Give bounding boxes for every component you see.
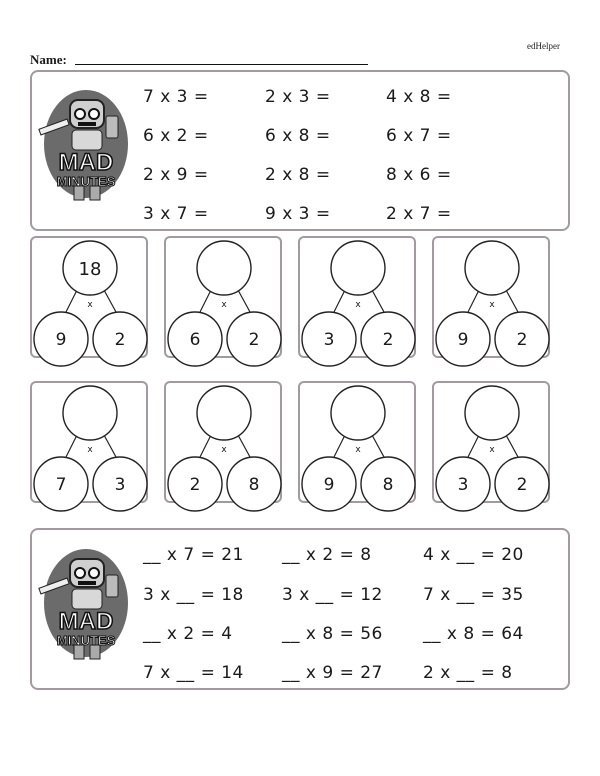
fact-r2-c2: 6 x 8 = [265,126,331,146]
missing-factor-r1-c2[interactable]: __ x 2 = 8 [282,545,372,565]
fact-r3-c1: 2 x 9 = [143,165,209,185]
missing-factor-r1-c1[interactable]: __ x 7 = 21 [143,545,244,565]
factor-right: 2 [114,330,126,350]
brand-label: edHelper [527,41,560,51]
product-circle[interactable] [331,386,385,440]
factor-left: 9 [55,330,67,350]
branch-line [104,435,116,457]
factor-right: 2 [516,330,528,350]
fact-r3-c3: 8 x 6 = [386,165,452,185]
fact-r4-c1: 3 x 7 = [143,204,209,224]
fact-tree [30,236,148,358]
times-operator: x [489,445,495,455]
fact-tree-drawing [32,383,150,505]
logo-text-minutes: MINUTES [56,174,116,189]
fact-tree [164,236,282,358]
name-label: Name: [30,52,67,67]
name-line[interactable] [75,64,368,65]
missing-factor-r3-c1[interactable]: __ x 2 = 4 [143,624,233,644]
times-operator: x [87,445,93,455]
logo-text-mad: MAD [58,149,114,176]
branch-line [506,290,518,312]
fact-tree [298,381,416,503]
branch-line [506,435,518,457]
fact-r1-c3: 4 x 8 = [386,87,452,107]
branch-line [334,435,345,457]
factor-right: 2 [382,330,394,350]
fact-tree [432,381,550,503]
times-operator: x [87,300,93,310]
branch-line [104,290,116,312]
missing-factor-r3-c2[interactable]: __ x 8 = 56 [282,624,383,644]
branch-line [238,290,250,312]
factor-left: 2 [189,475,201,495]
missing-factor-r4-c3[interactable]: 2 x __ = 8 [423,663,513,683]
branch-line [66,290,77,312]
missing-factor-r2-c1[interactable]: 3 x __ = 18 [143,585,244,605]
fact-tree [432,236,550,358]
times-operator: x [355,445,361,455]
factor-right: 8 [248,475,260,495]
fact-r4-c2: 9 x 3 = [265,204,331,224]
fact-tree-drawing [300,238,418,360]
fact-r1-c1: 7 x 3 = [143,87,209,107]
fact-r2-c1: 6 x 2 = [143,126,209,146]
factor-left: 6 [189,330,201,350]
factor-right: 2 [248,330,260,350]
product-circle[interactable] [63,386,117,440]
missing-factor-r4-c1[interactable]: 7 x __ = 14 [143,663,244,683]
branch-line [468,290,479,312]
factor-left: 3 [323,330,335,350]
product-circle[interactable] [465,241,519,295]
branch-line [238,435,250,457]
missing-factor-r2-c2[interactable]: 3 x __ = 12 [282,585,383,605]
fact-tree [164,381,282,503]
missing-factor-r2-c3[interactable]: 7 x __ = 35 [423,585,524,605]
factor-left: 9 [457,330,469,350]
factor-left: 7 [55,475,67,495]
fact-r2-c3: 6 x 7 = [386,126,452,146]
branch-line [200,290,211,312]
fact-r4-c3: 2 x 7 = [386,204,452,224]
factor-right: 3 [114,475,126,495]
factor-left: 9 [323,475,335,495]
fact-tree-drawing [434,238,552,360]
branch-line [200,435,211,457]
branch-line [372,435,384,457]
product-circle[interactable] [465,386,519,440]
fact-tree-drawing [300,383,418,505]
branch-line [468,435,479,457]
times-operator: x [221,300,227,310]
missing-factor-r4-c2[interactable]: __ x 9 = 27 [282,663,383,683]
fact-tree-drawing [166,383,284,505]
branch-line [66,435,77,457]
mad-minutes-logo-top [34,86,134,210]
product-circle[interactable] [197,241,251,295]
fact-tree-drawing [32,238,150,360]
mad-minutes-logo-bottom [34,545,134,669]
missing-factor-r1-c3[interactable]: 4 x __ = 20 [423,545,524,565]
logo-text-minutes: MINUTES [56,633,116,648]
fact-tree-drawing [166,238,284,360]
fact-r1-c2: 2 x 3 = [265,87,331,107]
times-operator: x [489,300,495,310]
missing-factor-r3-c3[interactable]: __ x 8 = 64 [423,624,524,644]
fact-r3-c2: 2 x 8 = [265,165,331,185]
times-operator: x [355,300,361,310]
branch-line [334,290,345,312]
fact-tree-drawing [434,383,552,505]
logo-text-mad: MAD [58,608,114,635]
fact-tree [30,381,148,503]
factor-right: 2 [516,475,528,495]
product-circle[interactable] [331,241,385,295]
factor-left: 3 [457,475,469,495]
times-operator: x [221,445,227,455]
product-circle[interactable] [197,386,251,440]
branch-line [372,290,384,312]
fact-tree [298,236,416,358]
factor-right: 8 [382,475,394,495]
product-value: 18 [78,259,102,280]
